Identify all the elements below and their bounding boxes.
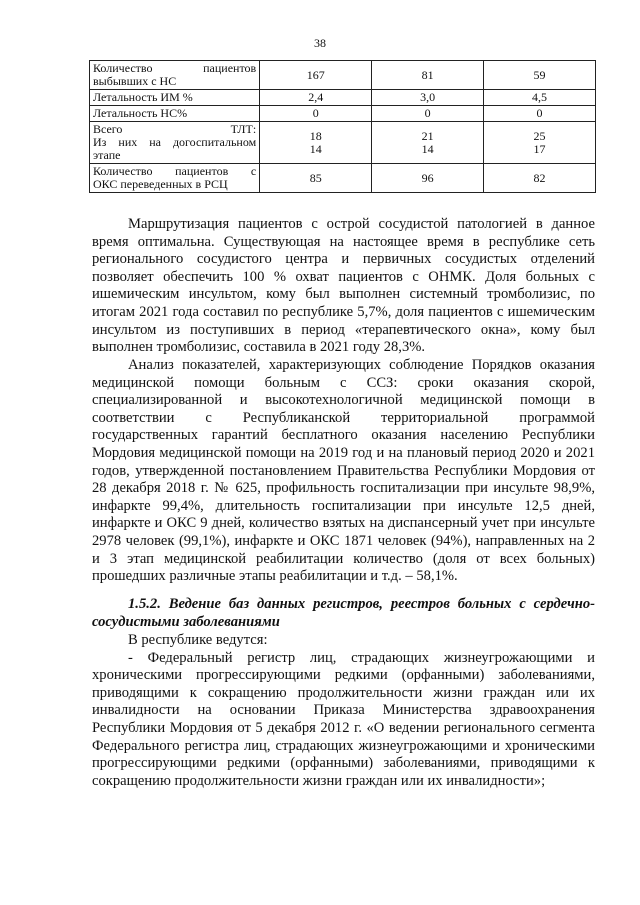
row-label-line: выбывших с НС [93, 74, 177, 88]
statistics-table [89, 60, 596, 193]
table-row [90, 61, 596, 90]
routing-text: Маршрутизация пациентов с острой сосудистой патологией в данное время оптимальна. Существующая на настоящее время в республике сеть регионального сосудистого центра и первичных сосудистых отделений позволяет обеспечить 100 % охват пациентов с ОНМК. Доля больных с ишемическим инсультом, кому был выполнен системный тромболизис, по итогам 2021 года составил по республике 5,7%, доля пациентов с ишемическим инсультом из поступивших в период «терапевтического окна», кому был выполнен тромболизис, составила в 2021 году 28,3%. [92, 216, 595, 356]
value-line: 0 [424, 106, 431, 120]
value-line: 25 [533, 128, 546, 143]
table-row [90, 106, 596, 122]
analysis-paragraph [92, 357, 595, 586]
value-line: 85 [309, 170, 322, 185]
analysis-text: Анализ показателей, характеризующих соблюдение Порядков оказания медицинской помощи больным с ССЗ: сроки оказания скорой, специализированной и высокотехнологичной медицинской помощи в соответствии с Республиканской территориальной программой государственных гарантий бесплатного оказания населению Республики Мордовия медицинской помощи на 2019 год и на плановый период 2020 и 2021 годов, утвержденной постановлением Правительства Республики Мордовия от 28 декабря 2018 г. № 625, профильность госпитализации при инсульте 98,9%, инфаркте 99,4%, длительность госпитализации при инсульте 12,5 дней, инфаркте и ОКС 9 дней, количество взятых на диспансерный учет при инсульте 2978 человек (99,1%), инфаркте и ОКС 1871 человек (94%), направленных на 2 и 3 этап медицинской реабилитации количество (доля от всех больных) прошедших различные этапы реабилитации и т.д. – 58,1%. [92, 357, 595, 585]
value-line: 59 [533, 67, 546, 82]
row-label-line: этапе [93, 148, 121, 162]
value-cell [484, 164, 596, 193]
value-line: 96 [421, 170, 434, 185]
value-cell [372, 106, 484, 122]
row-label [90, 61, 260, 90]
routing-paragraph [92, 216, 595, 357]
registry-section [92, 632, 595, 790]
value-cell [372, 61, 484, 90]
value-cell [372, 90, 484, 106]
value-cell [260, 164, 372, 193]
value-line: 4,5 [532, 90, 548, 104]
value-cell [484, 106, 596, 122]
row-label [90, 106, 260, 122]
value-cell [260, 90, 372, 106]
value-line: 0 [312, 106, 319, 120]
value-cell [484, 90, 596, 106]
row-label-line: Летальность ИМ % [93, 90, 193, 104]
row-label [90, 164, 260, 193]
value-line: 14 [421, 141, 434, 156]
value-cell [484, 122, 596, 164]
value-line: 18 [309, 128, 322, 143]
registry-intro: В республике ведутся: [128, 632, 268, 648]
value-cell [260, 122, 372, 164]
row-label-line: Из них на догоспитальном [93, 135, 257, 149]
row-label-line: Количество пациентов [93, 61, 257, 75]
value-line: 82 [533, 170, 546, 185]
value-line: 3,0 [420, 90, 436, 104]
row-label-line: ОКС переведенных в РСЦ [93, 177, 228, 191]
value-cell [484, 61, 596, 90]
row-label [90, 122, 260, 164]
value-line: 167 [306, 67, 325, 82]
value-cell [260, 106, 372, 122]
value-cell [260, 61, 372, 90]
table-row [90, 164, 596, 193]
row-label-line: Количество пациентов с [93, 164, 257, 178]
value-line: 0 [536, 106, 543, 120]
row-label-line: Всего ТЛТ: [93, 122, 257, 136]
row-label-line: Летальность НС% [93, 106, 188, 120]
registry-item: - Федеральный регистр лиц, страдающих жизнеугрожающими и хроническими прогрессирующими редкими (орфанными) заболеваниями, приводящими к сокращению продолжительности жизни граждан или их инвалидности на основании Приказа Министерства здравоохранения Республики Мордовия от 5 декабря 2012 г. «О ведении регионального сегмента Федерального регистра лиц, страдающих жизнеугрожающими и хроническими прогрессирующими редкими (орфанными) заболеваниями, приводящими к сокращению продолжительности жизни граждан или их инвалидности»; [92, 649, 595, 789]
page-number: 38 [314, 36, 326, 50]
table-row [90, 90, 596, 106]
statistics-table-body [90, 61, 596, 193]
row-label [90, 90, 260, 106]
value-cell [372, 122, 484, 164]
value-line: 2,4 [308, 90, 324, 104]
value-line: 81 [421, 67, 434, 82]
value-line: 14 [309, 141, 322, 156]
value-cell [372, 164, 484, 193]
section-heading: 1.5.2. Ведение баз данных регистров, реестров больных с сердечно-сосудистыми заболеваниями [92, 596, 595, 630]
value-line: 17 [533, 141, 546, 156]
table-row [90, 122, 596, 164]
value-line: 21 [421, 128, 434, 143]
